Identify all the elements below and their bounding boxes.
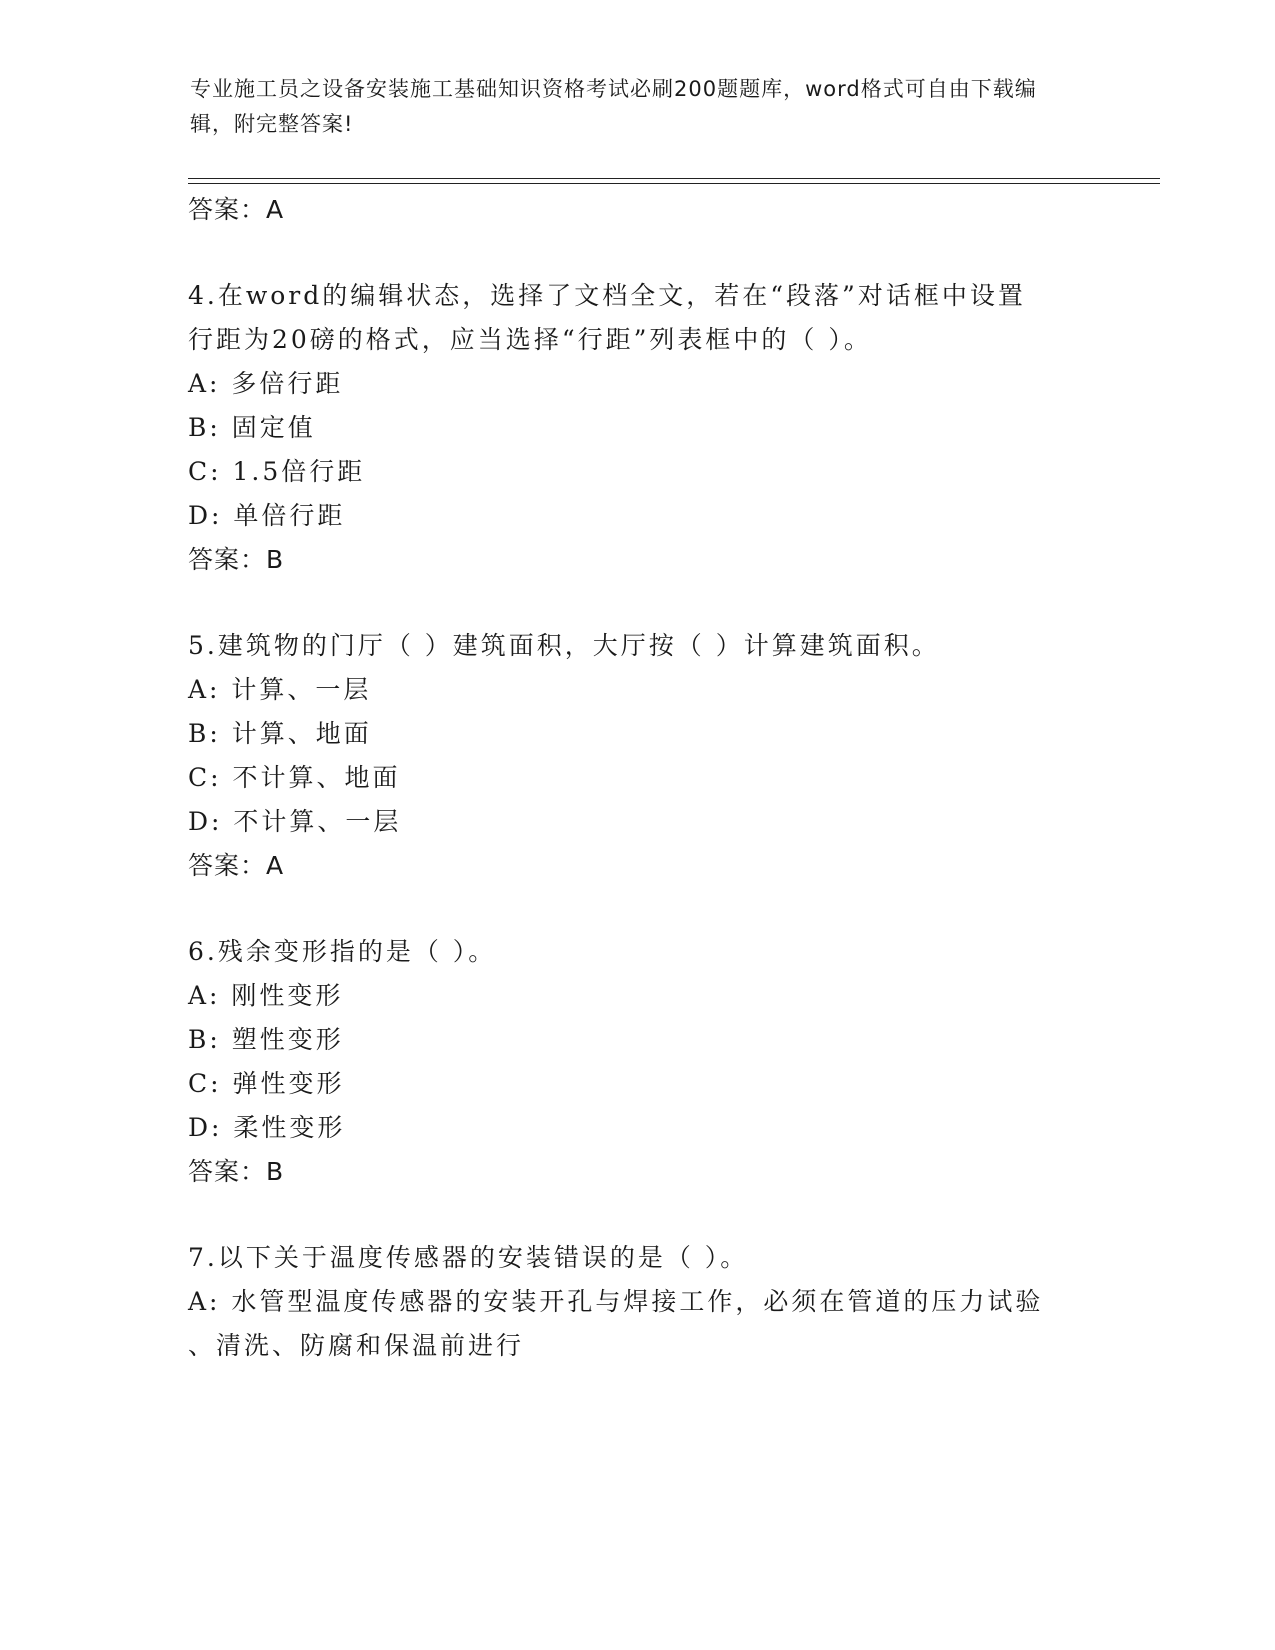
answer-q6: 答案：B [188, 1157, 285, 1186]
q4-stem-line1: 4.在word的编辑状态，选择了文档全文，若在“段落”对话框中设置 [188, 281, 1026, 310]
q5-option-d: D: 不计算、一层 [188, 807, 402, 836]
header-divider-top [188, 178, 1160, 179]
q4-option-b: B: 固定值 [188, 413, 316, 442]
q4-option-d: D: 单倍行距 [188, 501, 346, 530]
answer-q5: 答案：A [188, 851, 285, 880]
q5-stem: 5.建筑物的门厅（ ）建筑面积，大厅按（ ）计算建筑面积。 [188, 631, 940, 660]
answer-q3: 答案：A [188, 195, 285, 224]
q5-option-a: A: 计算、一层 [188, 675, 372, 704]
q4-option-a: A: 多倍行距 [188, 369, 344, 398]
q5-option-b: B: 计算、地面 [188, 719, 372, 748]
q6-option-c: C: 弹性变形 [188, 1069, 345, 1098]
header-title: 专业施工员之设备安装施工基础知识资格考试必刷200题题库，word格式可自由下载编辑，附完整答案! [190, 77, 1037, 136]
header-divider-bottom [188, 183, 1160, 184]
q5-option-c: C: 不计算、地面 [188, 763, 401, 792]
q4-stem-line2: 行距为20磅的格式，应当选择“行距”列表框中的（ ）。 [188, 325, 872, 354]
q6-stem: 6.残余变形指的是（ ）。 [188, 937, 497, 966]
q4-option-c: C: 1.5倍行距 [188, 457, 366, 486]
q7-stem: 7.以下关于温度传感器的安装错误的是（ ）。 [188, 1243, 749, 1272]
q7-option-a-line1: A: 水管型温度传感器的安装开孔与焊接工作，必须在管道的压力试验 [188, 1287, 1044, 1316]
q7-option-a-line2: 、清洗、防腐和保温前进行 [188, 1331, 525, 1360]
answer-q4: 答案：B [188, 545, 285, 574]
document-header [190, 72, 1070, 142]
q6-option-b: B: 塑性变形 [188, 1025, 344, 1054]
q6-option-a: A: 刚性变形 [188, 981, 344, 1010]
q6-option-d: D: 柔性变形 [188, 1113, 346, 1142]
